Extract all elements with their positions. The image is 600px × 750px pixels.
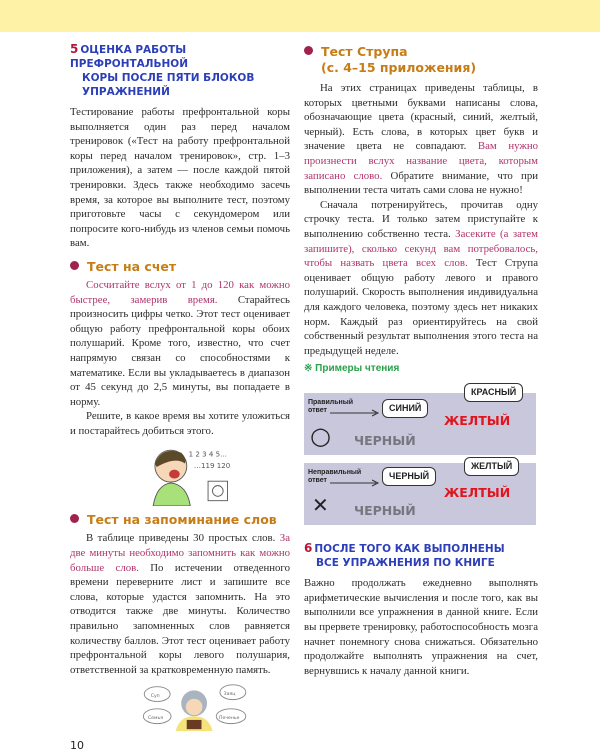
section-6-heading: 6 ПОСЛЕ ТОГО КАК ВЫПОЛНЕНЫ ВСЕ УПРАЖНЕНИЯ ПО КНИГЕ — [304, 541, 505, 570]
bullet-icon — [70, 261, 79, 270]
speech-bubble: ЧЕРНЫЙ — [382, 467, 436, 486]
section-5-body: Тестирование работы префронтальной коры выполняется один раз перед началом тренировок («Тест на работу префронтальной коры перед началом тренировок», стр. 1–3 приложения), а затем — после каждой пятой тренировки. Здесь также необходимо засечь время, за которое вы выполните тест, поэтому приготовьте часы с секундомером или попросите кого-нибудь из членов семьи помочь вам. — [70, 106, 290, 250]
bullet-icon — [70, 514, 79, 523]
memory-test-heading: Тест на запоминание слов — [70, 512, 290, 528]
count-test — [70, 259, 290, 439]
page-number: 10 — [70, 739, 84, 750]
svg-text:Семья: Семья — [147, 716, 163, 722]
memory-test — [70, 512, 290, 677]
stroop-body-1: На этих страницах приведены таблицы, в которых цветными буквами написаны слова, обозначающие цвета (красный, синий, желтый, черный). Есть слова, в которых цвет букв и значение цвета не совпадают. Вам нужно произнести вслух название цвета, которым записано слово. Обратите внимание, что при выполнении теста читать сами слова не нужно! — [304, 82, 539, 197]
stroop-test — [304, 44, 538, 375]
right-column — [304, 44, 538, 678]
memory-test-body: В таблице приведены 30 простых слов. За две минуты необходимо запомнить как можно больше слов. По истечении отведенного времени переверните лист и запишите все слова, которые удастся запомнить. На это отводится также две минуты. Количество правильно запомненных слов равняется количеству баллов. Этот тест оценивает работу префронтальной коры левого полушария, ответственной за кратковременную память. — [70, 532, 290, 676]
grandmother-illustration — [138, 683, 253, 731]
header-band — [0, 0, 600, 32]
section-6-body: Важно продолжать ежедневно выполнять арифметические вычисления и после того, как вы выполнили все упражнения в данной книге. Если вы прервете тренировку, работоспособность мозга начнет понемногу снова снижаться. Обязательно продолжайте выполнять упражнения на счет, вернувшись к началу данной книги. — [304, 577, 538, 677]
counting-boy-illustration — [138, 444, 248, 506]
stroop-heading: Тест Струпа (с. 4–15 приложения) — [304, 44, 538, 76]
stroop-body-2: Сначала потренируйтесь, прочитав одну строчку теста. И только затем приступайте к выполнению собственно теста. Засеките (а затем запишите), сколько секунд вам потребовалось, чтобы назвать цвета всех слов. Тест Струпа оценивает общую работу левого и правого полушарий. Скорость выполнения индивидуальна для каждого человека, поэтому здесь нет никаких норм. Каждый раз ориентируйтесь на свой собственный результат выполнения этого теста на предыдущей неделе. — [304, 198, 539, 357]
section-5-heading: 5 ОЦЕНКА РАБОТЫ ПРЕФРОНТАЛЬНОЙ КОРЫ ПОСЛЕ ПЯТИ БЛОКОВ УПРАЖНЕНИЙ — [70, 42, 255, 98]
svg-text:Суп: Суп — [150, 694, 160, 700]
stroop-word: ЧЕРНЫЙ — [354, 433, 416, 449]
svg-text:…119 120: …119 120 — [193, 461, 231, 471]
count-test-heading: Тест на счет — [70, 259, 290, 275]
arrow-icon — [330, 479, 380, 487]
wrong-cross-icon: ✕ — [312, 493, 329, 518]
correct-example-panel: Правильный ответ СИНИЙ ○ ЧЕРНЫЙ КРАСНЫЙ ЖЕЛТЫЙ — [304, 393, 536, 455]
section-6 — [304, 541, 538, 678]
speech-bubble: ЖЕЛТЫЙ — [464, 457, 519, 476]
arrow-icon — [330, 409, 380, 417]
stroop-word: ЖЕЛТЫЙ — [444, 413, 511, 429]
correct-circle-icon: ○ — [310, 422, 331, 451]
svg-text:1 2 3 4 5...: 1 2 3 4 5... — [188, 449, 227, 459]
stroop-word: ЖЕЛТЫЙ — [444, 485, 511, 501]
svg-text:Печенье: Печенье — [219, 716, 240, 722]
stroop-word: ЧЕРНЫЙ — [354, 503, 416, 519]
bullet-icon — [304, 46, 313, 55]
section-5 — [70, 42, 290, 251]
wrong-example-panel: Неправильный ответ ЧЕРНЫЙ ✕ ЧЕРНЫЙ ЖЕЛТЫЙ ЖЕЛТЫЙ — [304, 463, 536, 525]
examples-label: ※ Примеры чтения — [304, 363, 400, 375]
speech-bubble: КРАСНЫЙ — [464, 383, 523, 402]
speech-bubble: СИНИЙ — [382, 399, 428, 418]
svg-text:Заяц: Заяц — [223, 692, 236, 698]
left-column — [70, 42, 290, 750]
count-test-body: Сосчитайте вслух от 1 до 120 как можно быстрее, замерив время. Старайтесь произносить цифры четко. Этот тест оценивает общую работу префронтальной коры обоих полушарий. Кроме того, известно, что счет напрямую связан со способностями к математике. Если вы укладываетесь в диапазон от 45 секунд до 2,5 минуты, вы попадаете в норму. — [70, 278, 290, 408]
count-test-body2: Решите, в какое время вы хотите уложиться и постарайтесь добиться этого. — [70, 410, 290, 437]
